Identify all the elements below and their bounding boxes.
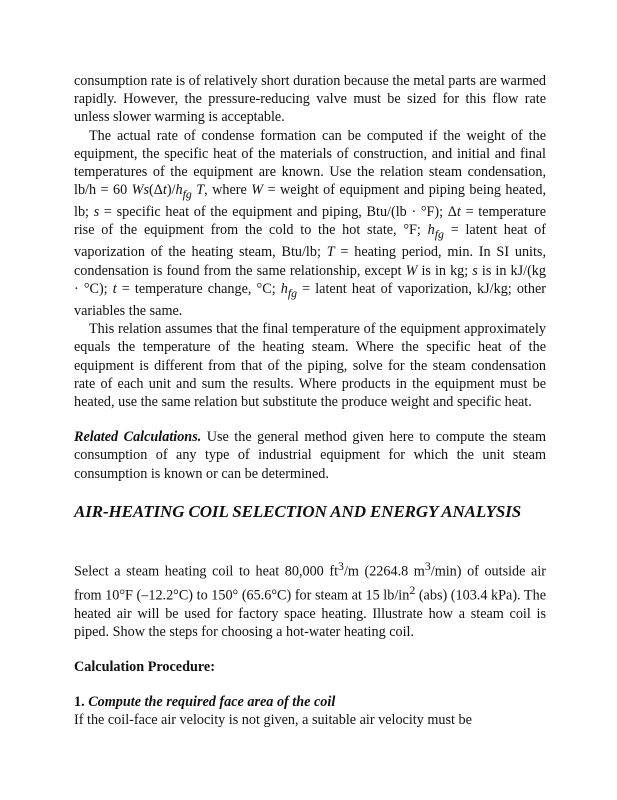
step-1-number: 1. [74, 694, 85, 711]
related-calculations-lead: Related Calculations. [74, 429, 202, 446]
calculation-procedure-label: Calculation Procedure: [74, 659, 215, 676]
paragraph-related-calculations [74, 428, 546, 483]
paragraph-condense-formation: The actual rate of condense formation can be computed if the weight of the equipment, the specific heat of the materials of construction, and initial and final temperatures of the equipment are known. Use the relation steam condensation, lb/h = 60 $Ws(\Delta t)/h_{fg}$ T, where W = weight of equipment and piping being heated, lb; s = specific heat of the equipment and piping, Btu/(lb · °F); Δt = temperature rise of the equipment from the cold to the hot state, °F; $h_{fg}$ = latent heat of vaporization of the heating steam, Btu/lb; T = heating period, min. In SI units, condensation is found from the same relationship, except W is in kg; s is in kJ/(kg · °C); t = temperature change, °C; $h_{fg}$ = latent heat of vaporization, kJ/kg; other variables the same. [74, 127, 547, 319]
related-calculations-text: Use the general method given here to compute the steam consumption of any type of industrial equipment for which the unit steam consumption is known or can be determined. [74, 429, 546, 482]
paragraph-problem-statement: Select a steam heating coil to heat 80,000 $ft^3/m$ (2264.8 $m^3/\min$) of outside air from 10°F (–12.2°C) to 150° (65.6°C) for steam at 15 $lb/in^2$ (abs) (103.4 kPa). The heated air will be used for factory space heating. Illustrate how a steam coil is piped. Show the steps for choosing a hot-water heating coil. [74, 558, 546, 640]
section-heading: AIR-HEATING COIL SELECTION AND ENERGY ANALYSIS [74, 501, 522, 521]
step-1-text: If the coil-face air velocity is not given, a suitable air velocity must be [74, 712, 472, 729]
paragraph-continuation: consumption rate is of relatively short duration because the metal parts are warmed rapidly. However, the pressure-reducing valve must be sized for this flow rate unless slower warming is acceptable. [74, 73, 546, 126]
step-1-title: Compute the required face area of the coil [88, 694, 336, 711]
step-1-header [74, 693, 546, 711]
document-page [74, 72, 546, 730]
paragraph-relation-assumption: This relation assumes that the final temperature of the equipment approximately equals the temperature of the heating steam. Where the specific heat of the equipment is different from that of the piping, solve for the steam condensation rate of each unit and sum the results. Where products in the equipment must be heated, use the same relation but substitute the produce weight and specific heat. [74, 321, 546, 410]
